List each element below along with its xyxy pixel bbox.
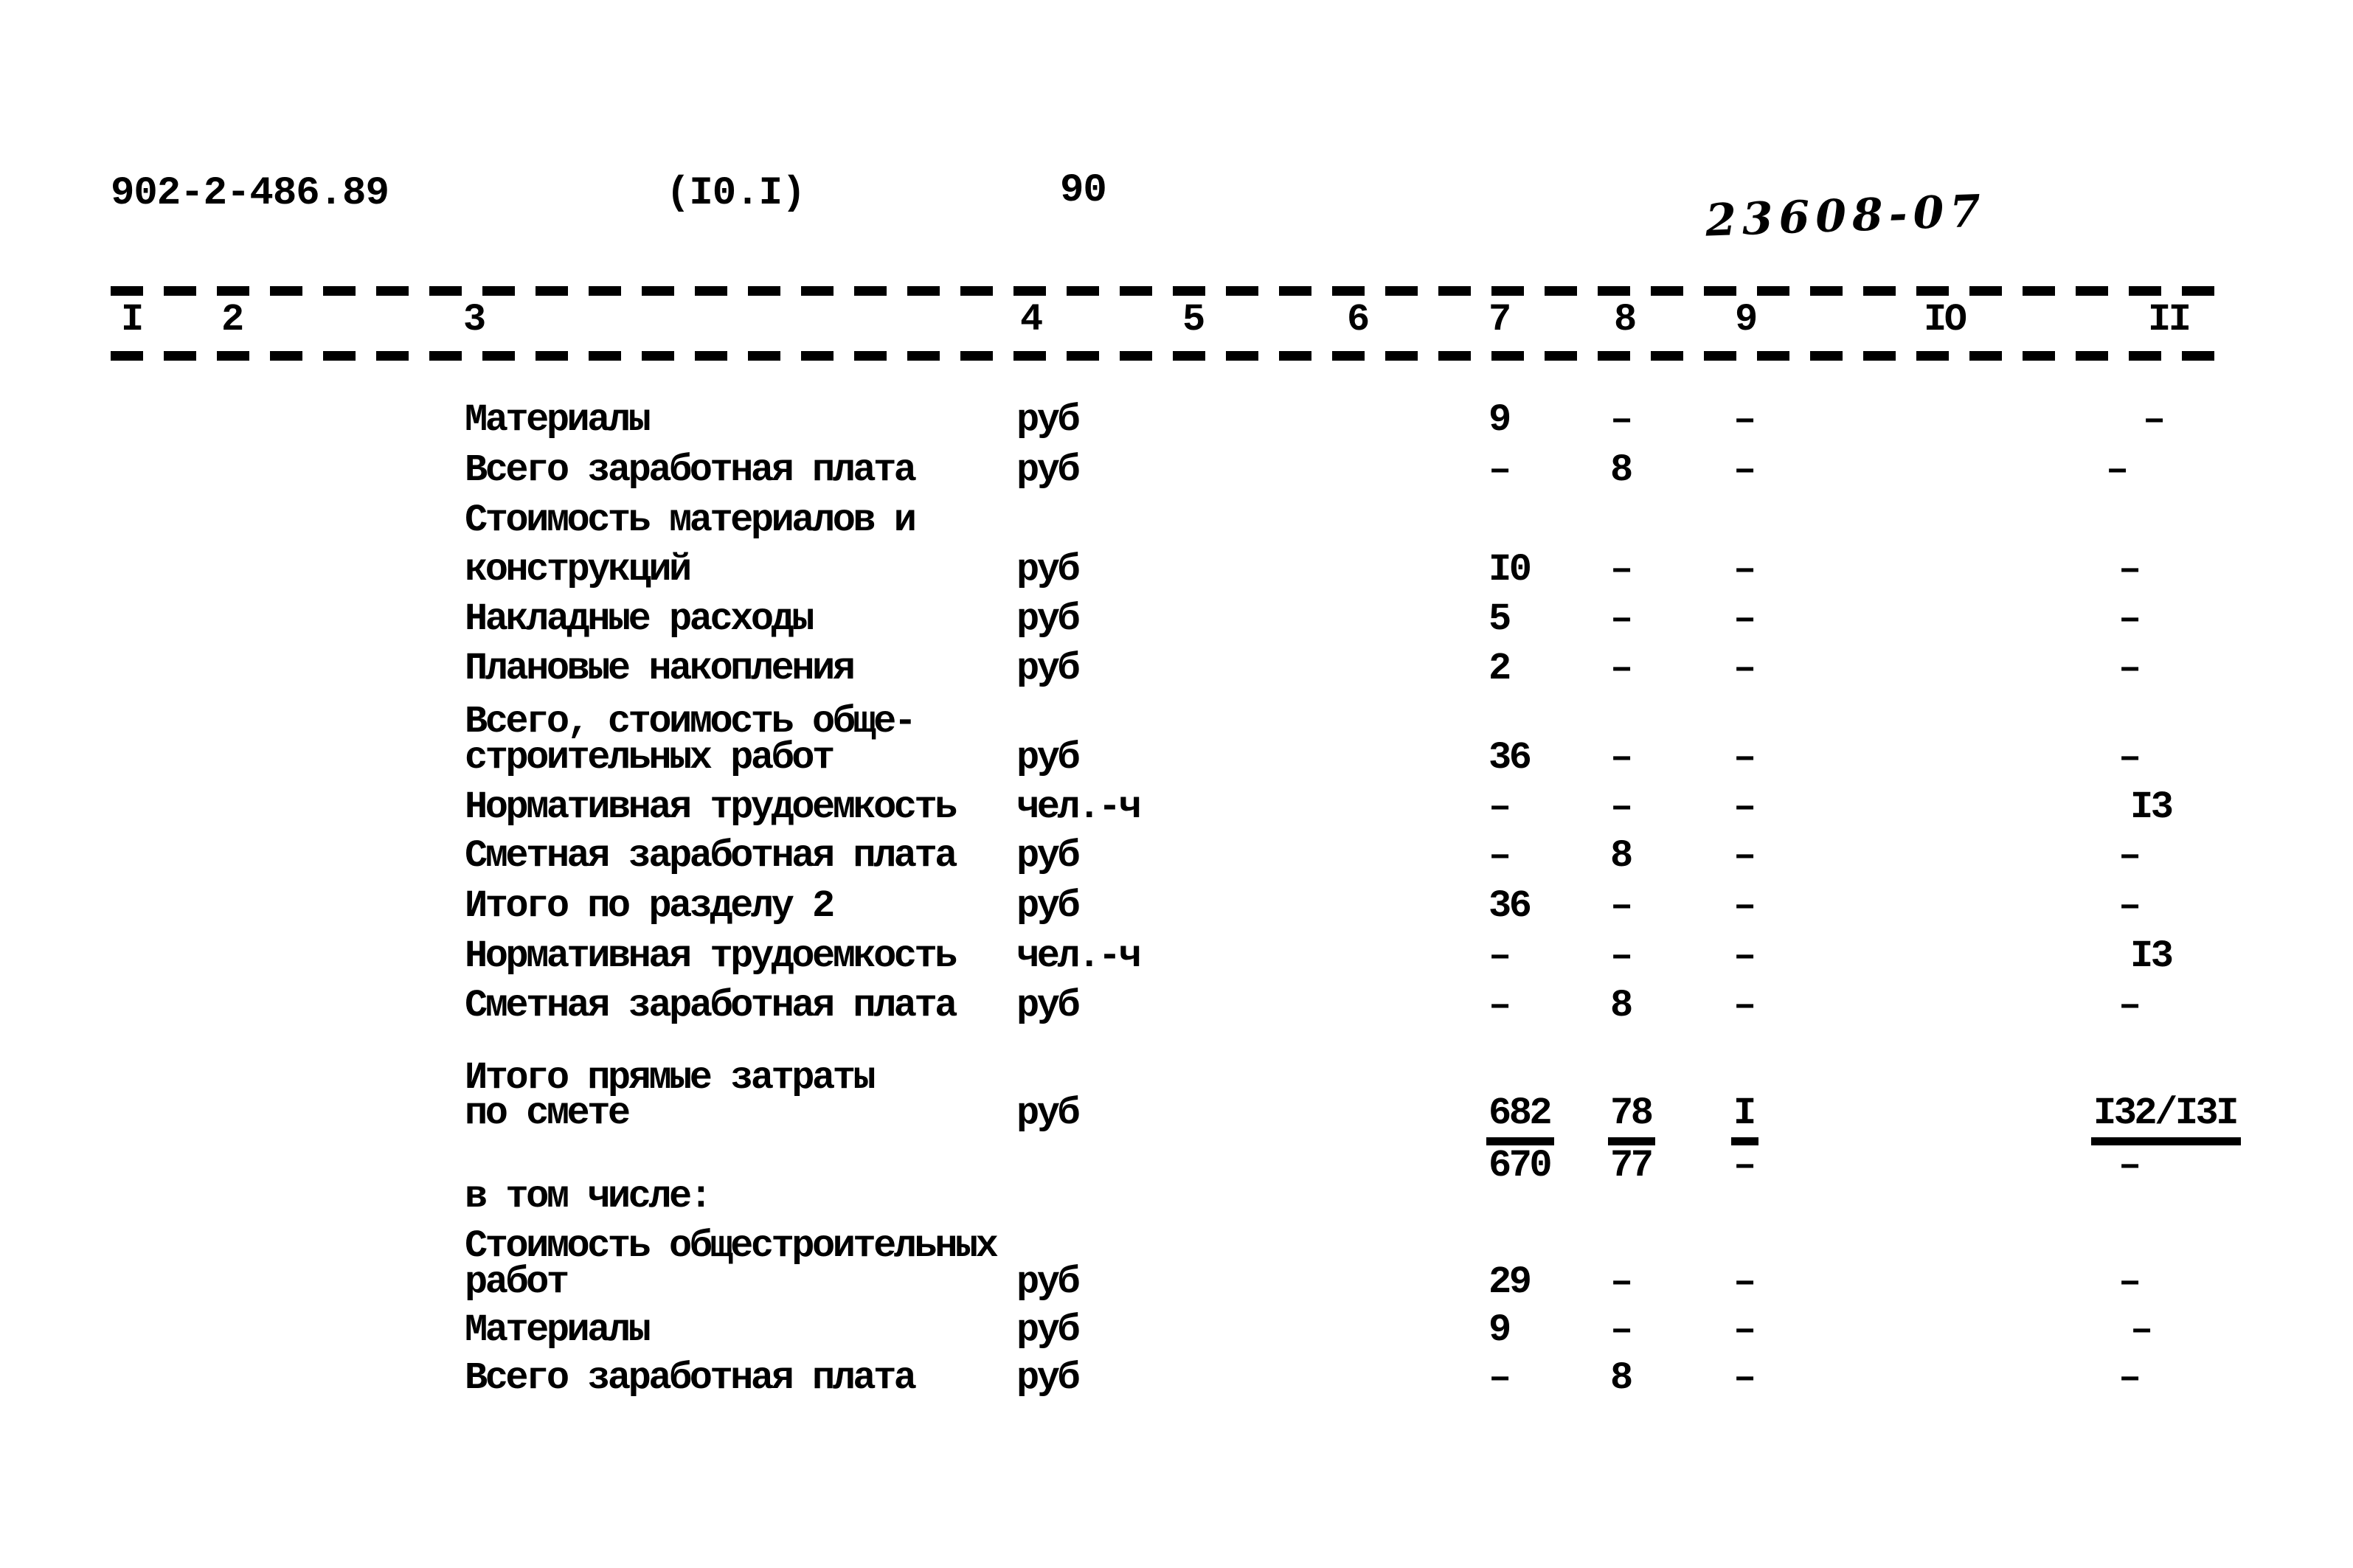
col9-cell: – bbox=[1733, 884, 1754, 928]
unit-cell: руб bbox=[1016, 1092, 1078, 1135]
unit-cell: руб bbox=[1016, 834, 1078, 878]
col7-cell: 29 bbox=[1489, 1260, 1530, 1304]
row-label: Сметная заработная плата bbox=[465, 834, 955, 878]
col9-cell: – bbox=[1733, 1144, 1754, 1187]
col9-cell: – bbox=[1733, 1260, 1754, 1304]
col11-cell: – bbox=[2118, 1144, 2139, 1187]
col9-cell: – bbox=[1733, 934, 1754, 978]
col11-cell: – bbox=[2118, 984, 2139, 1027]
col11-cell: I3 bbox=[2130, 785, 2172, 829]
unit-cell: чел.-ч bbox=[1016, 934, 1140, 978]
col7-cell: – bbox=[1489, 448, 1509, 492]
col8-cell: – bbox=[1610, 934, 1631, 978]
unit-cell: руб bbox=[1016, 884, 1078, 928]
col11-cell: I32/I3I bbox=[2091, 1095, 2241, 1145]
col11-cell: – bbox=[2118, 1356, 2139, 1400]
col11-cell: – bbox=[2118, 884, 2139, 928]
col11-cell: – bbox=[2118, 597, 2139, 641]
row-label: работ bbox=[465, 1260, 567, 1304]
row-label: конструкций bbox=[465, 548, 690, 592]
row-label: Нормативная трудоемкость bbox=[465, 785, 955, 829]
col11-cell: – bbox=[2118, 1260, 2139, 1304]
column-number-2: 2 bbox=[221, 298, 242, 341]
page-number: 90 bbox=[1060, 168, 1106, 213]
col7-cell: 9 bbox=[1489, 1308, 1509, 1352]
column-number-6: 6 bbox=[1347, 298, 1368, 341]
col9-cell: – bbox=[1733, 984, 1754, 1027]
row-label: Итого прямые затраты bbox=[465, 1056, 874, 1100]
row-label: Плановые накопления bbox=[465, 647, 853, 690]
row-label: Стоимость общестроительных bbox=[465, 1224, 997, 1268]
col9-cell: – bbox=[1733, 736, 1754, 780]
col7-cell: 2 bbox=[1489, 647, 1509, 690]
col9-cell: – bbox=[1733, 1308, 1754, 1352]
row-label: Всего заработная плата bbox=[465, 1356, 915, 1400]
col8-cell: – bbox=[1610, 1308, 1631, 1352]
unit-cell: руб bbox=[1016, 548, 1078, 592]
col8-cell: 77 bbox=[1610, 1144, 1652, 1187]
row-label: Сметная заработная плата bbox=[465, 984, 955, 1027]
col8-cell: 8 bbox=[1610, 1356, 1631, 1400]
series-code: 902-2-486.89 bbox=[111, 171, 389, 216]
col11-cell: – bbox=[2130, 1308, 2151, 1352]
row-label: строительных работ bbox=[465, 736, 833, 780]
row-label: в том числе: bbox=[465, 1175, 710, 1218]
col8-cell: – bbox=[1610, 1260, 1631, 1304]
unit-cell: руб bbox=[1016, 597, 1078, 641]
col11-cell: – bbox=[2118, 736, 2139, 780]
col8-cell: – bbox=[1610, 736, 1631, 780]
column-number-1: I bbox=[121, 298, 142, 341]
row-label: Всего, стоимость обще- bbox=[465, 700, 915, 743]
col7-cell: I0 bbox=[1489, 548, 1530, 592]
table-top-border bbox=[111, 286, 2222, 296]
unit-cell: руб bbox=[1016, 1260, 1078, 1304]
col7-cell: – bbox=[1489, 984, 1509, 1027]
col11-cell: – bbox=[2118, 548, 2139, 592]
row-label: Материалы bbox=[465, 1308, 649, 1352]
row-label: Итого по разделу 2 bbox=[465, 884, 833, 928]
column-number-10: IO bbox=[1924, 298, 1965, 341]
table-bottom-border bbox=[111, 351, 2222, 361]
unit-cell: руб bbox=[1016, 1308, 1078, 1352]
col8-cell: 78 bbox=[1608, 1095, 1655, 1145]
column-number-3: 3 bbox=[463, 298, 484, 341]
column-number-5: 5 bbox=[1182, 298, 1203, 341]
col9-cell: – bbox=[1733, 548, 1754, 592]
col8-cell: – bbox=[1610, 597, 1631, 641]
unit-cell: руб bbox=[1016, 448, 1078, 492]
column-number-9: 9 bbox=[1735, 298, 1756, 341]
col8-cell: 8 bbox=[1610, 984, 1631, 1027]
col11-cell: – bbox=[2118, 647, 2139, 690]
col7-cell: 5 bbox=[1489, 597, 1509, 641]
row-label: Нормативная трудоемкость bbox=[465, 934, 955, 978]
col7-cell: 682 bbox=[1486, 1095, 1554, 1145]
col7-cell: 670 bbox=[1489, 1144, 1550, 1187]
col7-cell: – bbox=[1489, 934, 1509, 978]
column-number-4: 4 bbox=[1020, 298, 1041, 341]
col11-cell: – bbox=[2143, 398, 2163, 442]
column-number-11: II bbox=[2148, 298, 2189, 341]
col9-cell: – bbox=[1733, 1356, 1754, 1400]
column-number-7: 7 bbox=[1489, 298, 1509, 341]
col8-cell: 8 bbox=[1610, 448, 1631, 492]
unit-cell: руб bbox=[1016, 736, 1078, 780]
col8-cell: – bbox=[1610, 785, 1631, 829]
col8-cell: – bbox=[1610, 647, 1631, 690]
row-label: Накладные расходы bbox=[465, 597, 812, 641]
row-label: по смете bbox=[465, 1092, 628, 1135]
col7-cell: – bbox=[1489, 834, 1509, 878]
column-number-8: 8 bbox=[1614, 298, 1635, 341]
col11-cell: – bbox=[2118, 834, 2139, 878]
sheet-ref: (I0.I) bbox=[666, 171, 805, 216]
col9-cell: I bbox=[1731, 1095, 1758, 1145]
col7-cell: – bbox=[1489, 785, 1509, 829]
col8-cell: – bbox=[1610, 398, 1631, 442]
col9-cell: – bbox=[1733, 398, 1754, 442]
col7-cell: – bbox=[1489, 1356, 1509, 1400]
row-label: Всего заработная плата bbox=[465, 448, 915, 492]
col11-cell: I3 bbox=[2130, 934, 2172, 978]
unit-cell: чел.-ч bbox=[1016, 785, 1140, 829]
row-label: Материалы bbox=[465, 398, 649, 442]
col8-cell: – bbox=[1610, 884, 1631, 928]
col7-cell: 36 bbox=[1489, 736, 1530, 780]
col9-cell: – bbox=[1733, 785, 1754, 829]
col11-cell: – bbox=[2106, 448, 2127, 492]
col9-cell: – bbox=[1733, 597, 1754, 641]
unit-cell: руб bbox=[1016, 1356, 1078, 1400]
col7-cell: 36 bbox=[1489, 884, 1530, 928]
col8-cell: – bbox=[1610, 548, 1631, 592]
row-label: Стоимость материалов и bbox=[465, 499, 915, 542]
col8-cell: 8 bbox=[1610, 834, 1631, 878]
unit-cell: руб bbox=[1016, 398, 1078, 442]
col9-cell: – bbox=[1733, 834, 1754, 878]
col7-cell: 9 bbox=[1489, 398, 1509, 442]
unit-cell: руб bbox=[1016, 984, 1078, 1027]
col9-cell: – bbox=[1733, 647, 1754, 690]
col9-cell: – bbox=[1733, 448, 1754, 492]
handwritten-code: 23608-07 bbox=[1704, 185, 1988, 247]
unit-cell: руб bbox=[1016, 647, 1078, 690]
